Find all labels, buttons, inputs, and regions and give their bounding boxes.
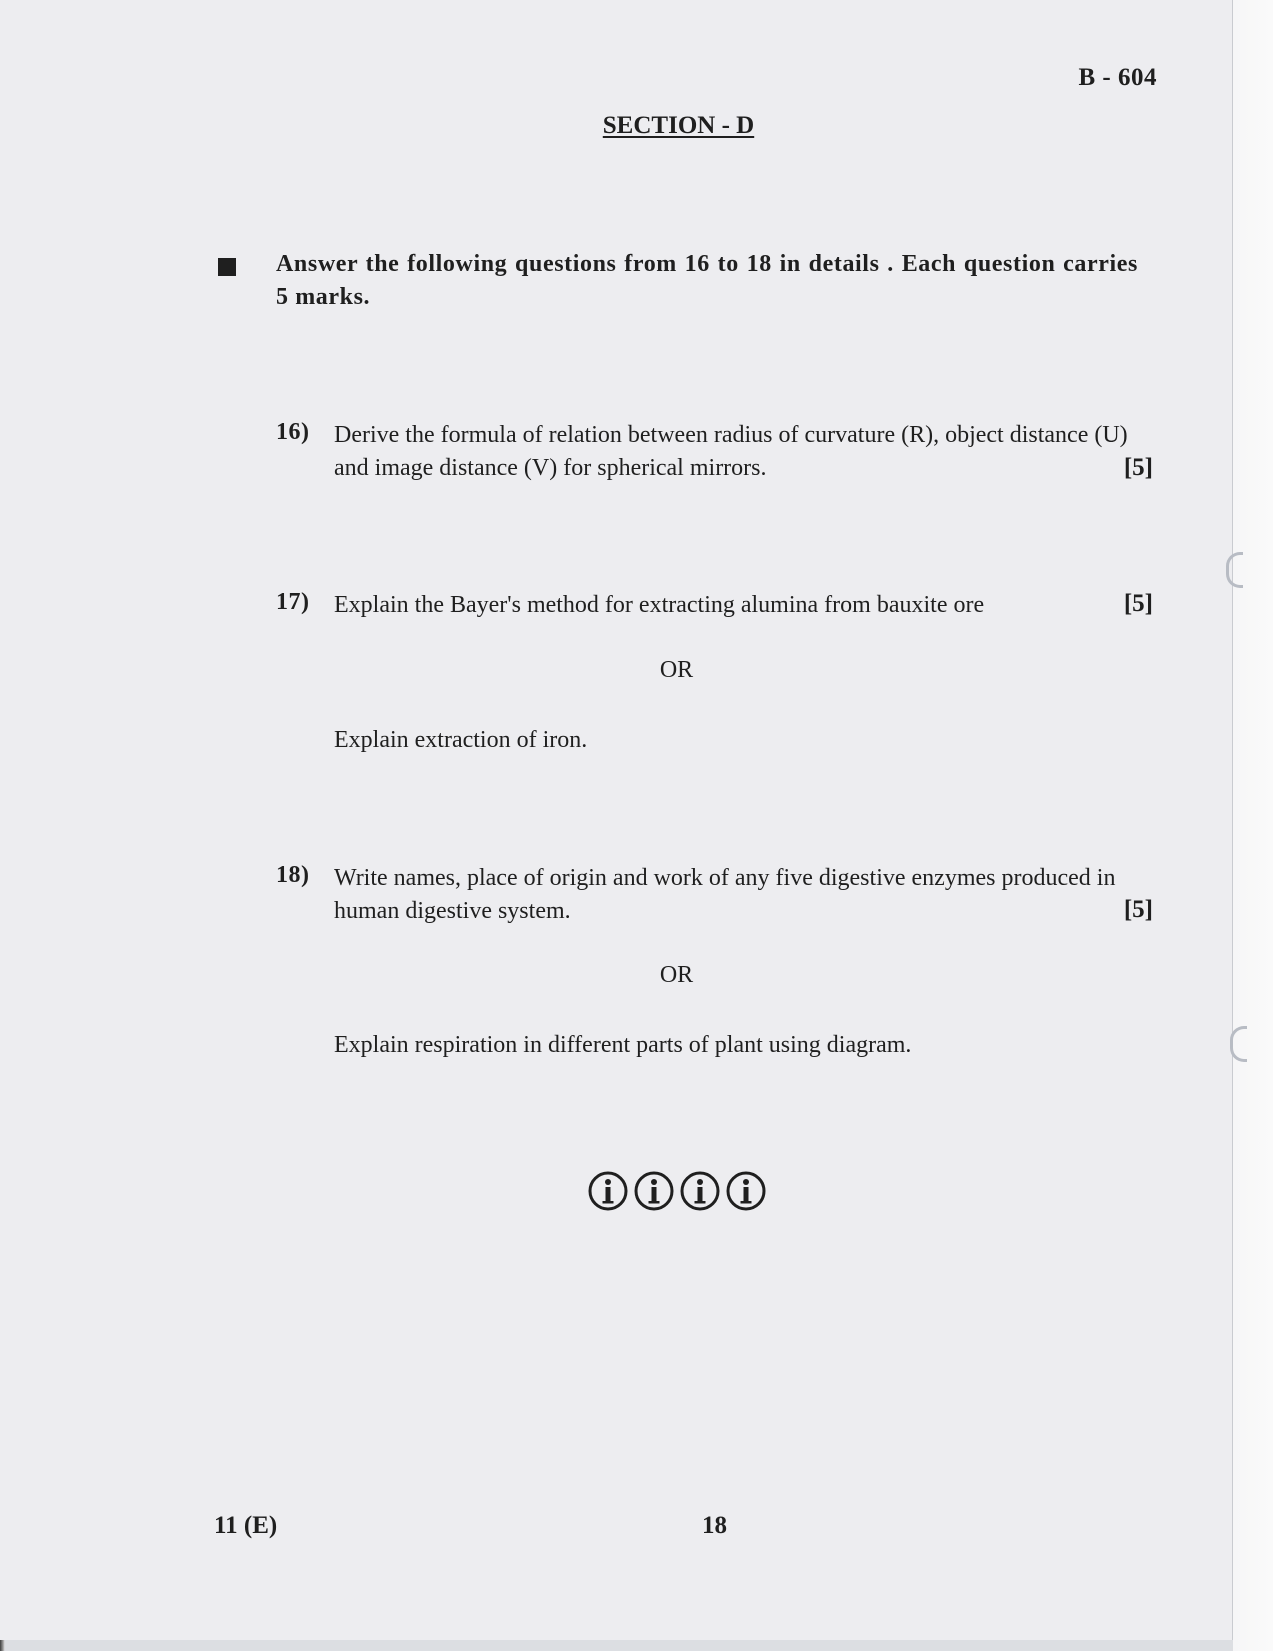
question-16-number: 16)	[276, 419, 310, 445]
staple-mark-top	[1226, 552, 1243, 588]
end-of-paper-marker	[587, 1170, 767, 1212]
question-17-marks: [5]	[1123, 590, 1153, 617]
circled-i-icon	[679, 1170, 721, 1212]
question-16-marks: [5]	[1123, 454, 1153, 481]
footer-code: 11 (E)	[214, 1512, 278, 1539]
question-16-text: Derive the formula of relation between radius of curvature (R), object distance (U) and image distance (V) for spherical mirrors.	[334, 422, 1128, 481]
section-title	[0, 112, 1273, 140]
question-18-or-label: OR	[659, 962, 694, 988]
instruction-text: Answer the following questions from 16 to 18 in details . Each question carries 5 marks.	[276, 251, 1138, 310]
question-18-alternative: Explain respiration in different parts of plant using diagram.	[334, 1032, 912, 1058]
circled-i-icon	[725, 1170, 767, 1212]
staple-mark-bottom	[1230, 1026, 1247, 1062]
question-18-marks: [5]	[1123, 896, 1153, 923]
scan-right-margin	[1233, 0, 1273, 1651]
question-17-alternative: Explain extraction of iron.	[334, 727, 588, 753]
circled-i-icon	[633, 1170, 675, 1212]
question-17-number: 17)	[276, 589, 310, 615]
question-18-number: 18)	[276, 862, 310, 888]
question-17-or-label: OR	[659, 657, 694, 683]
question-18-text: Write names, place of origin and work of any five digestive enzymes produced in human digestive system.	[334, 865, 1116, 924]
footer-page-number: 18	[702, 1512, 727, 1539]
question-17-text: Explain the Bayer's method for extracting alumina from bauxite ore	[334, 592, 985, 618]
paper-code: B - 604	[1078, 64, 1157, 91]
section-title-text: SECTION - D	[602, 112, 755, 139]
square-bullet-icon	[218, 258, 236, 276]
circled-i-icon	[587, 1170, 629, 1212]
